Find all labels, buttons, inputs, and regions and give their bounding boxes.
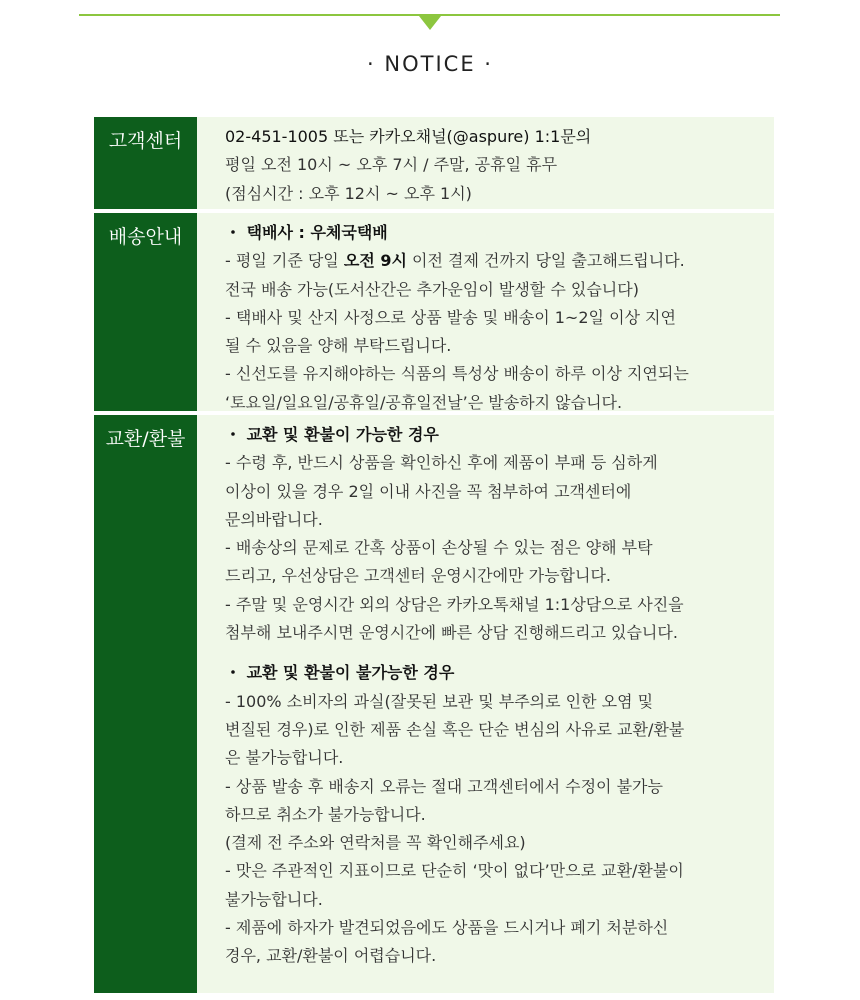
- exchange-possible-line: 드리고, 우선상담은 고객센터 운영시간에만 가능합니다.: [225, 566, 612, 586]
- section-label-customer-center: 고객센터: [94, 117, 197, 209]
- shipping-line: ‘토요일/일요일/공휴일/공휴일전날’은 발송하지 않습니다.: [225, 392, 623, 412]
- exchange-possible-line: - 수령 후, 반드시 상품을 확인하신 후에 제품이 부패 등 심하게: [225, 453, 658, 473]
- section-label-shipping: 배송안내: [94, 213, 197, 411]
- exchange-impossible-line: - 맛은 주관적인 지표이므로 단순히 ‘맛이 없다’만으로 교환/환불이: [225, 861, 684, 881]
- section-body-exchange-refund: [197, 415, 774, 993]
- exchange-impossible-line: - 제품에 하자가 발견되었음에도 상품을 드시거나 폐기 처분하신: [225, 918, 669, 938]
- shipping-line: - 신선도를 유지해야하는 식품의 특성상 배송이 하루 이상 지연되는: [225, 364, 689, 384]
- exchange-impossible-line: 변질된 경우)로 인한 제품 손실 혹은 단순 변심의 사유로 교환/환불: [225, 719, 685, 739]
- shipping-line: - 택배사 및 산지 사정으로 상품 발송 및 배송이 1~2일 이상 지연: [225, 307, 676, 327]
- shipping-line: 전국 배송 가능(도서산간은 추가운임이 발생할 수 있습니다): [225, 279, 639, 299]
- exchange-impossible-heading: ・ 교환 및 환불이 불가능한 경우: [225, 663, 455, 683]
- section-shipping: [94, 213, 774, 411]
- section-body-shipping: [197, 213, 774, 411]
- exchange-impossible-line: (결제 전 주소와 연락처를 꼭 확인해주세요): [225, 833, 526, 853]
- section-body-customer-center: [197, 117, 774, 209]
- contact-line: 02-451-1005 또는 카카오채널(@aspure) 1:1문의: [225, 127, 592, 146]
- exchange-possible-line: 문의바랍니다.: [225, 509, 323, 529]
- exchange-impossible-line: 은 불가능합니다.: [225, 748, 344, 768]
- down-arrow-icon: [419, 16, 441, 30]
- exchange-impossible-line: 경우, 교환/환불이 어렵습니다.: [225, 946, 437, 966]
- exchange-impossible-line: 하므로 취소가 불가능합니다.: [225, 804, 426, 824]
- notice-title: · NOTICE ·: [367, 52, 493, 76]
- section-customer-center: [94, 117, 774, 209]
- exchange-possible-line: - 배송상의 문제로 간혹 상품이 손상될 수 있는 점은 양해 부탁: [225, 538, 653, 558]
- shipping-line: 될 수 있음을 양해 부탁드립니다.: [225, 336, 452, 356]
- exchange-possible-line: 이상이 있을 경우 2일 이내 사진을 꼭 첨부하여 고객센터에: [225, 481, 632, 501]
- shipping-heading: ・ 택배사 : 우체국택배: [225, 223, 388, 242]
- section-exchange-refund: [94, 415, 774, 993]
- lunch-line: (점심시간 : 오후 12시 ~ 오후 1시): [225, 183, 472, 203]
- section-label-exchange-refund: 교환/환불: [94, 415, 197, 993]
- exchange-impossible-line: 불가능합니다.: [225, 889, 323, 909]
- exchange-impossible-line: - 상품 발송 후 배송지 오류는 절대 고객센터에서 수정이 불가능: [225, 776, 663, 796]
- shipping-cutoff-time: 오전 9시: [343, 251, 407, 271]
- exchange-possible-heading: ・ 교환 및 환불이 가능한 경우: [225, 425, 439, 444]
- hours-line: 평일 오전 10시 ~ 오후 7시 / 주말, 공휴일 휴무: [225, 155, 558, 175]
- exchange-possible-line: 첨부해 보내주시면 운영시간에 빠른 상담 진행해드리고 있습니다.: [225, 623, 678, 643]
- shipping-line: - 평일 기준 당일 오전 9시 이전 결제 건까지 당일 출고해드립니다.: [225, 251, 685, 271]
- exchange-possible-line: - 주말 및 운영시간 외의 상담은 카카오톡채널 1:1상담으로 사진을: [225, 594, 684, 614]
- exchange-impossible-line: - 100% 소비자의 과실(잘못된 보관 및 부주의로 인한 오염 및: [225, 691, 654, 711]
